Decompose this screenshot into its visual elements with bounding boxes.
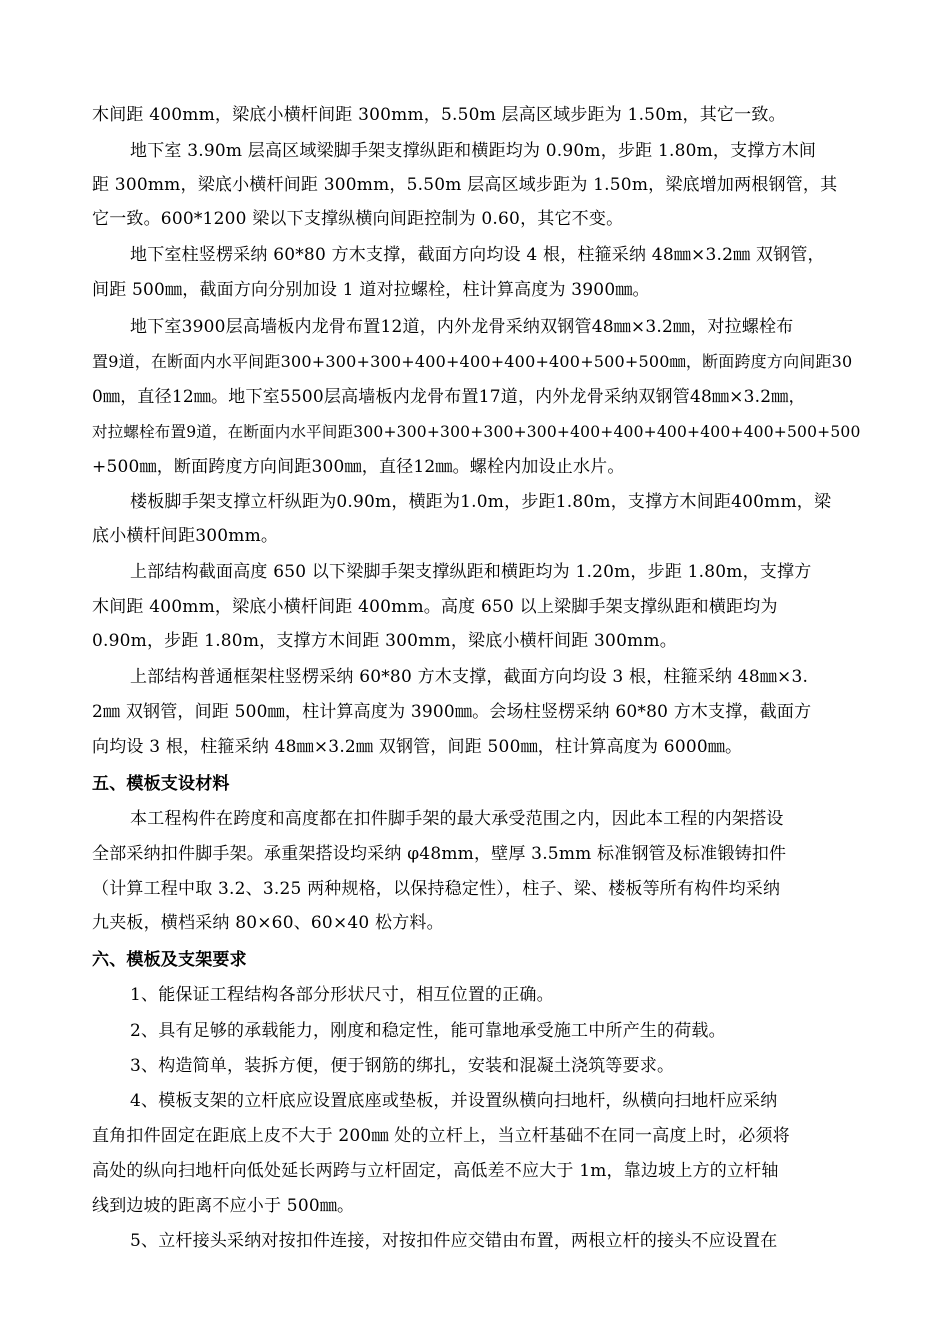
text-line: 线到边坡的距离不应小于 500㎜。 <box>92 1196 355 1216</box>
text-line: 地下室3900层高墙板内龙骨布置12道，内外龙骨采纳双钢管48㎜×3.2㎜，对拉螺栓布 <box>130 317 794 337</box>
text-line: 距 300mm，梁底小横杆间距 300mm，5.50m 层高区域步距为 1.50m，梁底增加两根钢管，其 <box>92 175 838 195</box>
text-line: 木间距 400mm，梁底小横杆间距 400mm。高度 650 以上梁脚手架支撑纵距和横距均为 <box>92 597 778 617</box>
list-item: 3、构造简单，装拆方便，便于钢筋的绑扎，安装和混凝土浇筑等要求。 <box>130 1056 675 1076</box>
text-line: （计算工程中取 3.2、3.25 两种规格，以保持稳定性），柱子、梁、楼板等所有构件均采纳 <box>92 879 781 899</box>
text-line: 底小横杆间距300mm。 <box>92 526 279 546</box>
list-item: 5、立杆接头采纳对按扣件连接，对按扣件应交错由布置，两根立杆的接头不应设置在 <box>130 1231 778 1251</box>
text-line: 2㎜ 双钢管，间距 500㎜，柱计算高度为 3900㎜。会场柱竖楞采纳 60*80 方木支撑，截面方 <box>92 702 812 722</box>
list-item: 2、具有足够的承载能力，刚度和稳定性，能可靠地承受施工中所产生的荷载。 <box>130 1021 726 1041</box>
text-line: 上部结构普通框架柱竖楞采纳 60*80 方木支撑，截面方向均设 3 根，柱箍采纳 48㎜×3. <box>130 667 809 687</box>
text-line: 0㎜，直径12㎜。地下室5500层高墙板内龙骨布置17道，内外龙骨采纳双钢管48㎜×3.2㎜， <box>92 387 806 407</box>
text-line: 楼板脚手架支撑立杆纵距为0.90m，横距为1.0m，步距1.80m，支撑方木间距400mm，梁 <box>130 492 832 512</box>
text-line: 地下室 3.90m 层高区域梁脚手架支撑纵距和横距均为 0.90m，步距 1.80m，支撑方木间 <box>130 141 817 161</box>
text-line: 高处的纵向扫地杆向低处延长两跨与立杆固定，高低差不应大于 1m，靠边坡上方的立杆轴 <box>92 1161 779 1181</box>
text-line: 地下室柱竖楞采纳 60*80 方木支撑，截面方向均设 4 根，柱箍采纳 48㎜×3.2㎜ 双钢管， <box>130 245 825 265</box>
list-item: 4、模板支架的立杆底应设置底座或垫板，并设置纵横向扫地杆，纵横向扫地杆应采纳 <box>130 1091 778 1111</box>
text-line: 向均设 3 根，柱箍采纳 48㎜×3.2㎜ 双钢管，间距 500㎜，柱计算高度为 6000㎜。 <box>92 737 743 757</box>
text-line: 九夹板，横档采纳 80×60、60×40 松方料。 <box>92 913 444 933</box>
section-heading: 五、模板支设材料 <box>92 774 230 794</box>
text-line: 置9道，在断面内水平间距300+300+300+400+400+400+400+500+500㎜，断面跨度方向间距30 <box>92 352 853 371</box>
text-line: 它一致。600*1200 梁以下支撑纵横向间距控制为 0.60，其它不变。 <box>92 209 624 229</box>
text-line: 间距 500㎜，截面方向分别加设 1 道对拉螺栓，柱计算高度为 3900㎜。 <box>92 280 650 300</box>
list-item: 1、能保证工程结构各部分形状尺寸，相互位置的正确。 <box>130 985 554 1005</box>
text-line: 全部采纳扣件脚手架。承重架搭设均采纳 φ48mm，壁厚 3.5mm 标准钢管及标准锻铸扣件 <box>92 844 787 864</box>
text-line: 直角扣件固定在距底上皮不大于 200㎜ 处的立杆上，当立杆基础不在同一高度上时，必须将 <box>92 1126 790 1146</box>
text-line: 木间距 400mm，梁底小横杆间距 300mm，5.50m 层高区域步距为 1.50m，其它一致。 <box>92 105 786 125</box>
text-line: 本工程构件在跨度和高度都在扣件脚手架的最大承受范围之内，因此本工程的内架搭设 <box>130 809 784 829</box>
text-line: 0.90m，步距 1.80m，支撑方木间距 300mm，梁底小横杆间距 300mm。 <box>92 631 677 651</box>
text-line: 上部结构截面高度 650 以下梁脚手架支撑纵距和横距均为 1.20m，步距 1.80m，支撑方 <box>130 562 812 582</box>
section-heading: 六、模板及支架要求 <box>92 950 247 970</box>
text-line: 对拉螺栓布置9道，在断面内水平间距300+300+300+300+300+400+400+400+400+400+500+500 <box>92 423 861 441</box>
text-line: +500㎜，断面跨度方向间距300㎜，直径12㎜。螺栓内加设止水片。 <box>92 457 625 477</box>
